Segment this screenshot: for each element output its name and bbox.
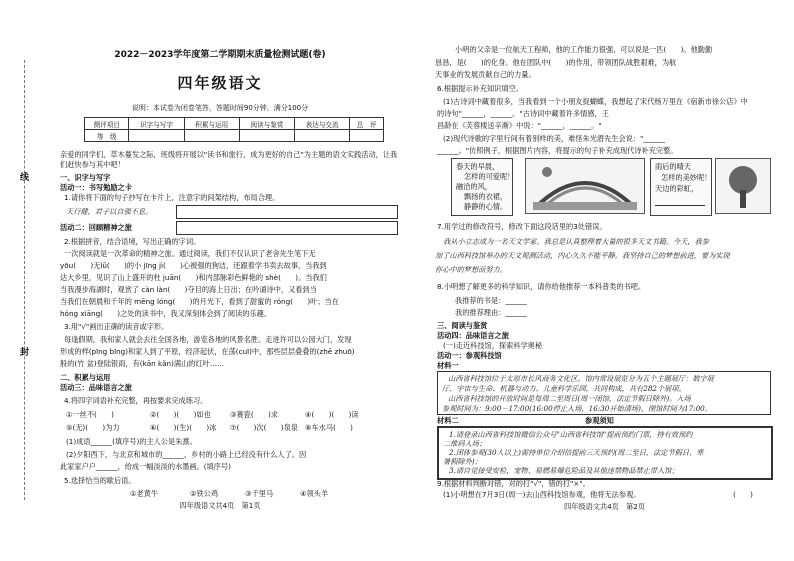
q4-idiom: ⑥( )(生)( )冰 xyxy=(150,423,217,432)
q3-line-2: 形成的样(pīng bīng)和家人到了平原，经济起伏，在荡(cuī)中，那些层层叠叠的(zhē zhuō) xyxy=(60,347,355,356)
question-2: 2.根据拼音，结合语境，写出正确的字词。 xyxy=(64,237,201,246)
activity-sub-heading: 活动一：参观科技馆 xyxy=(437,351,502,360)
rainbow-bridge-illustration xyxy=(525,158,645,214)
score-cell: 阅读与鉴赏 xyxy=(239,118,294,130)
card1-line: 静静的心情。 xyxy=(464,202,508,211)
q2-line-4: 当我漫步海湖时，观赏了 càn làn( )夺目的海上日出；在吟诵诗中，又看到当 xyxy=(60,285,317,294)
q2-line-6: hóng xiāng( )之处的读书中，我又深刻体会到了阅读的乐趣。 xyxy=(60,309,272,318)
q4-idiom: ⑦( )次( )泉泉 xyxy=(230,423,298,432)
material-2-label: 材料二 xyxy=(437,416,459,425)
question-8: 8.小明想了解更多的科学知识，请你给他推荐一本科普类的书吧。 xyxy=(437,282,646,291)
right-page xyxy=(415,0,794,561)
mat1-line: 山西省科技馆位于太原市长风商务文化区。馆内常设展览分为五个主题展厅：数字展 xyxy=(448,374,714,383)
q2-line-1: 一次阅读就是一次革命的精神之旅。通过阅读，我们不仅认识了老舍先生笔下无 xyxy=(64,249,316,258)
score-input-cell[interactable] xyxy=(129,130,184,142)
q4-idiom: ④( )( )读 xyxy=(305,410,359,419)
q5-option: ④领头羊 xyxy=(300,489,329,498)
activity-4-sub: (一)走近科技馆，探索科学奥秘 xyxy=(443,341,543,350)
activity-4-heading: 活动四：品味语言之旅 xyxy=(437,331,509,340)
q7-line-3: 你心中的梦想而努力。 xyxy=(435,265,507,274)
handwriting-box[interactable] xyxy=(176,205,398,219)
margin-line-char: 线 xyxy=(20,173,30,183)
q4-idiom: ②( )( )如也 xyxy=(150,410,211,419)
q6-line-3: 昌龄在《芙蓉楼送辛渐》中说："______，______。" xyxy=(437,121,602,130)
q5-option: ③千里马 xyxy=(245,489,274,498)
question-4: 4.将四字词语补充完整，再按要求完成练习。 xyxy=(64,396,208,405)
score-cell: 测评项目 xyxy=(85,118,129,130)
q4-sub-2: (2)夕阳西下，与北京和城市的______，乡村的小路上已经没有什么人了。因 xyxy=(66,450,307,459)
r-para-2: 恳恳，是( )的化身。他在团队中( )的作用，带领团队战胜艰难，为航 xyxy=(435,58,677,67)
question-9: 9.根据材料判断对错，对的打"√"，错的打"×"。 xyxy=(437,479,590,488)
mat1-line: 山西省科技馆的开放时间是每周二至周日(周一闭馆，法定节假日除外)。入场 xyxy=(448,394,691,403)
exam-title: 2022－2023学年度第二学期期末质量检测试题(卷) xyxy=(114,50,326,60)
question-6: 6.根据提示补充知识填空。 xyxy=(437,84,523,93)
q8-reason-line[interactable]: 我的推荐理由：______ xyxy=(455,308,527,317)
q8-book-line[interactable]: 我推荐的书是：______ xyxy=(455,296,527,305)
q4-idiom: ③赛瓷( )求 xyxy=(230,410,278,419)
mat1-line: 参观时间为：9:00－17:00(16:00停止入场，16:30开始清场)，閉馆时间为17:00。 xyxy=(442,404,712,413)
card2-line: 雨后的晴天 xyxy=(655,162,691,171)
score-cell: 等 级 xyxy=(85,130,129,142)
activity-2-heading: 活动二：回顾精神之旅 xyxy=(60,223,132,232)
card1-line: 春天的早晨， xyxy=(456,162,500,171)
score-input-cell[interactable] xyxy=(295,130,350,142)
question-3: 3.用"√"画出正确的读音或字形。 xyxy=(64,322,169,331)
card1-line: 飘扬的衣裙， xyxy=(464,192,508,201)
page-footer-right: 四年级语文共4页 第2页 xyxy=(563,502,646,511)
r-para-3: 天事业的发展贡献自己的力量。 xyxy=(435,70,536,79)
q2-line-2: yōu( )无lǜ( )的小 jīng jì( )心被强的狗洁，还跟着学书卖去故事，当我到 xyxy=(60,261,327,270)
q6-line-5: ______。"仿照例子，根据图片内容，将提示的句子补充成现代诗补充完整。 xyxy=(437,146,678,155)
score-cell: 总 评 xyxy=(350,118,384,130)
margin-seal-char: 封 xyxy=(20,348,30,358)
r-para-1: 小明的父亲是一位航天工程师，他的工作能力很强，可以说是一匹( )。他勤勤 xyxy=(455,45,713,54)
q2-line-3: 达大乡里，见识了山上盛开的杜 juān( )和内部脉彩色鲜艳的 shè( )。当我们 xyxy=(60,273,327,282)
tree-illustration xyxy=(715,158,771,214)
activity-1-heading: 活动一：书写勉励之卡 xyxy=(60,183,132,192)
mat1-line: 厅、宇宙与生命、机器与动力、儿童科学乐园，共同构成，共有282个展项。 xyxy=(442,384,686,393)
material-2-box xyxy=(437,426,773,480)
card2-line: 怎样的美妙呢！ xyxy=(661,173,712,182)
intro-text: 亲爱的同学们，草木蔓发之际，班级将开展以"读书和旅行，成为更好的自己"为主题的语文实践活动，让我们赶快参与其中吧！ xyxy=(60,150,398,169)
section-2-heading: 二、积累与运用 xyxy=(60,373,111,382)
q6-line-1: (1)古诗词中藏着很多，当我看到一个小朋友捉蝴蝶，我想起了宋代杨万里在《宿新市徐公店》中 xyxy=(443,97,748,106)
q9-item-1: (1)小明想在7月3日(周一)去山西科技馆参观，他将无法参观。 xyxy=(443,490,641,499)
mat2-line: 暑假除外)； xyxy=(443,457,482,466)
q4-idiom: ⑧车水马( ) xyxy=(305,423,353,432)
mat2-line: 1.请登录山西省科技馆微信公众号"山西省科技馆"提前预约门票，持有效预约 xyxy=(449,430,693,439)
q6-line-4: (2)现代诗歌的字里行间有着别样的美，难怪朱光潜先生会说："______ xyxy=(443,134,665,143)
score-input-cell[interactable] xyxy=(350,130,384,142)
page-footer-left: 四年级语文共4页 第1页 xyxy=(179,501,261,510)
q4-sub-1: (1)成语______(填序号)的主人公是朱熹。 xyxy=(66,437,197,446)
q6-line-2: 的诗句"______，______。"古诗词中藏着许多情感，王 xyxy=(437,109,609,118)
score-table xyxy=(84,117,384,142)
activity-3-heading: 活动三：品味语言之旅 xyxy=(60,383,132,392)
score-input-cell[interactable] xyxy=(239,130,294,142)
poem-card-2 xyxy=(650,158,712,216)
material-2-title: 参观须知 xyxy=(585,416,614,425)
question-5: 5.选择恰当的歇后语。 xyxy=(64,476,136,485)
score-table-grade-row xyxy=(85,130,384,142)
q1-sentence: 天行健，君子以自强不息。 xyxy=(66,207,153,216)
score-cell: 表达与交流 xyxy=(295,118,350,130)
q7-line-1: 我从小立志成为一名天文学家。我总是认真整理着大量的很多天文书籍。今天，我参 xyxy=(443,237,709,246)
q5-option: ②铁公鸡 xyxy=(190,489,219,498)
score-cell: 识字与写字 xyxy=(129,118,184,130)
handwriting-box-2[interactable] xyxy=(176,221,398,235)
q2-line-5: 当我们在朝晨和千年的 mēng lóng( )的月光下，看到了甜蜜的 róng( )叶；当在 xyxy=(60,297,339,306)
q4-idiom: ⑤(无)( )为力 xyxy=(66,423,120,432)
question-7: 7.用学过的修改符号，修改下面这段话里的3处错误。 xyxy=(437,222,607,231)
exam-note: 说明：本试卷为闭卷笔答，答题时间90分钟，满分100分 xyxy=(131,104,309,112)
q3-line-1: 每逢假期，我和家人就会去往全国各地，游览各地的风景名胜。走进许可以公园大门，发现 xyxy=(64,335,352,344)
q4-sub-3: 此家家户户______，给成一幅淡淡的水墨画。(填序号) xyxy=(60,462,231,471)
section-1-heading: 一、识字与写字 xyxy=(60,173,111,182)
q5-option: ①老黄牛 xyxy=(130,489,159,498)
score-table-header-row xyxy=(85,118,384,130)
question-1: 1.请你将下面的句子抄写在卡片上，注意字的间架结构，布局合理。 xyxy=(64,193,280,202)
score-cell: 积累与运用 xyxy=(184,118,239,130)
q3-line-3: 般的(竹 盆)登陆银雨，有(kān kǎn)满山的红叶…… xyxy=(60,359,225,368)
mat2-line: 2.团体参观(30人以上)需持单位介绍信提前三天预约(周二至日，法定节假日、寒 xyxy=(449,448,704,457)
q7-line-2: 加了山西科技馆举办的天文观测活动，内心久久不能平静。我坚持自己的梦想前进，要为实现 xyxy=(435,251,730,260)
subject-title: 四年级语文 xyxy=(177,74,263,92)
poem-card-1 xyxy=(451,158,513,216)
mat2-line: 3.请自觉接受安检，宠物、易燃易爆危险品及其他违禁物品禁止带入馆； xyxy=(449,466,679,475)
card1-line: 怎样的可爱呢！ xyxy=(464,172,515,181)
material-1-label: 材料一 xyxy=(437,361,459,370)
q4-idiom: ①一丝不( ) xyxy=(66,410,114,419)
material-1-box xyxy=(437,371,771,415)
q9-answer-paren[interactable]: ( ) xyxy=(733,490,753,499)
binding-margin xyxy=(20,60,30,500)
score-input-cell[interactable] xyxy=(184,130,239,142)
card1-line: 融洽的风， xyxy=(456,182,492,191)
mat2-line: 二维码入场； xyxy=(443,439,487,448)
card2-line: 天边的彩虹， xyxy=(655,184,699,193)
card2-blank[interactable] xyxy=(655,205,705,206)
section-3-heading: 三、阅读与鉴赏 xyxy=(437,321,488,330)
